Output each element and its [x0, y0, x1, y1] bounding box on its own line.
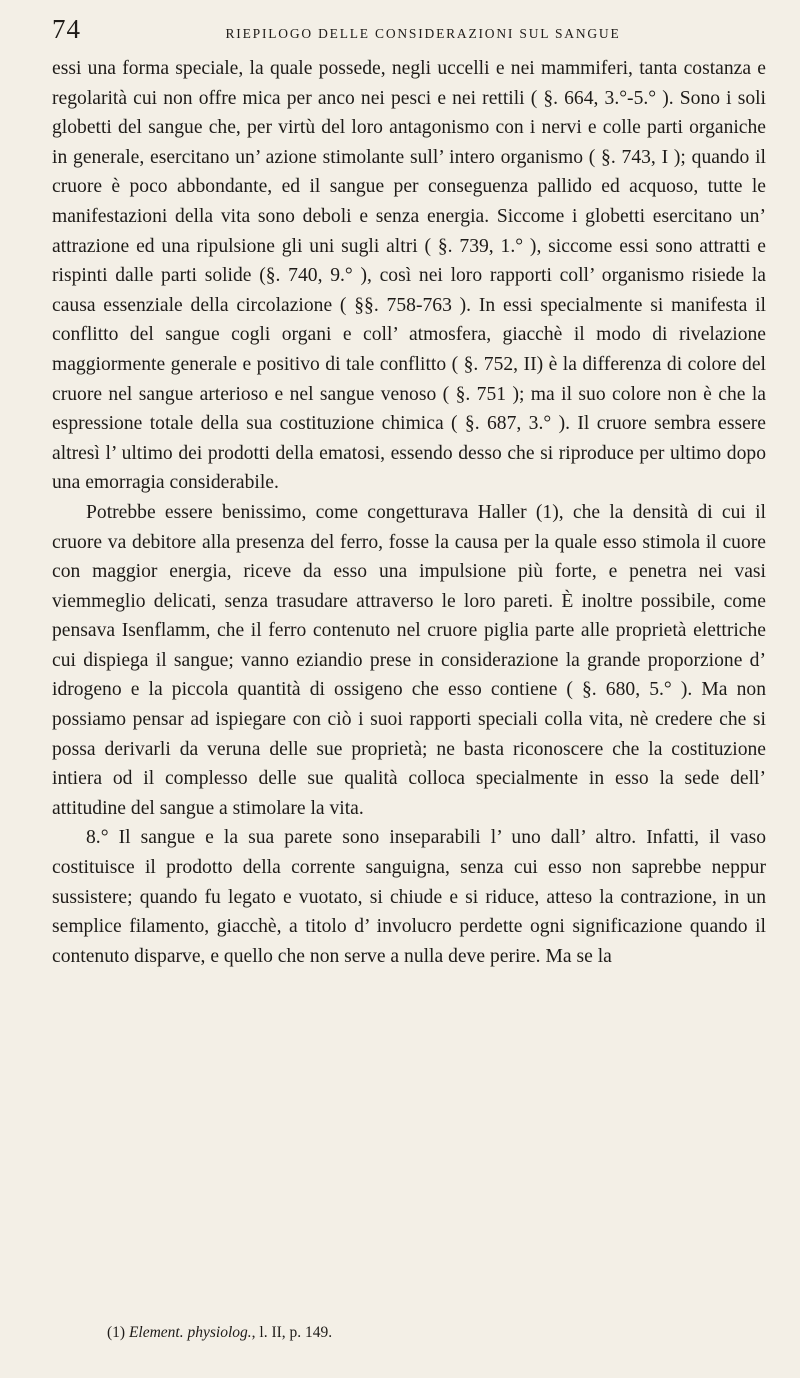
- paragraph-continued: essi una forma speciale, la quale possede, negli uccelli e nei mammiferi, tanta costanza e regolarità cui non offre mica per anco nei pesci e nei rettili ( §. 664, 3.°-5.° ). Sono i soli globetti del sangue che, per virtù del loro antagonismo con i nervi e colle parti organiche in generale, esercitano un’ azione stimolante sull’ intero organismo ( §. 743, I ); quando il cruore è poco abbondante, ed il sangue per conseguenza pallido ed acquoso, tutte le manifestazioni della vita sono deboli e senza energia. Siccome i globetti esercitano un’ attrazione ed una ripulsione gli uni sugli altri ( §. 739, 1.° ), siccome essi sono attratti e rispinti dalle parti solide (§. 740, 9.° ), così nei loro rapporti coll’ organismo risiede la causa essenziale della circolazione ( §§. 758-763 ). In essi specialmente si manifesta il conflitto del sangue cogli organi e coll’ atmosfera, giacchè il modo di rivelazione maggiormente generale e positivo di tale conflitto ( §. 752, II) è la differenza di colore del cruore nel sangue arterioso e nel sangue venoso ( §. 751 ); ma il suo colore non è che la espressione totale della sua costituzione chimica ( §. 687, 3.° ). Il cruore sembra essere altresì l’ ultimo dei prodotti della ematosi, essendo desso che si riproduce per ultimo dopo una emorragia considerabile.: [52, 58, 766, 494]
- running-title: RIEPILOGO DELLE CONSIDERAZIONI SUL SANGUE: [225, 26, 621, 41]
- footnote-source: Element. physiolog.: [128, 1324, 252, 1341]
- footnote-reference: , l. II, p. 149.: [251, 1324, 333, 1341]
- paragraph-haller: Potrebbe essere benissimo, come congetturava Haller (1), che la densità di cui il cruore va debitore alla presenza del ferro, fosse la causa per la quale esso stimola il cuore con maggior energia, riceve da esso una impulsione più forte, e penetra nei vasi viemmeglio delicati, senza trasudare attraverso le loro pareti. È inoltre possibile, come pensava Isenflamm, che il ferro contenuto nel cruore piglia parte alle proprietà elettriche cui dispiega il sangue; vanno eziandio prese in considerazione la grande proporzione d’ idrogeno e la piccola quantità di ossigeno che esso contiene ( §. 680, 5.° ). Ma non possiamo pensar ad ispiegare con ciò i suoi rapporti speciali colla vita, nè credere che si possa derivarli da veruna delle sue proprietà; ne basta riconoscere che la costituzione intiera od il complesso delle sue qualità colloca specialmente in esso la sede dell’ attitudine del sangue a stimolare la vita.: [52, 501, 766, 819]
- footnote-marker: (1): [107, 1324, 126, 1341]
- page-number: 74: [52, 14, 81, 44]
- paragraph-point-8: 8.° Il sangue e la sua parete sono inseparabili l’ uno dall’ altro. Infatti, il vaso costituisce il prodotto della corrente sanguigna, senza cui esso non saprebbe neppur sussistere; quando fu legato e vuotato, si chiude e si riduce, atteso la contrazione, in un semplice filamento, giacchè, a titolo d’ involucro perdette ogni significazione quando il contenuto disparve, e quello che non serve a nulla deve perire. Ma se la: [52, 827, 766, 967]
- running-header: [52, 14, 766, 54]
- body-text: [52, 54, 766, 971]
- footnote: [107, 1323, 766, 1343]
